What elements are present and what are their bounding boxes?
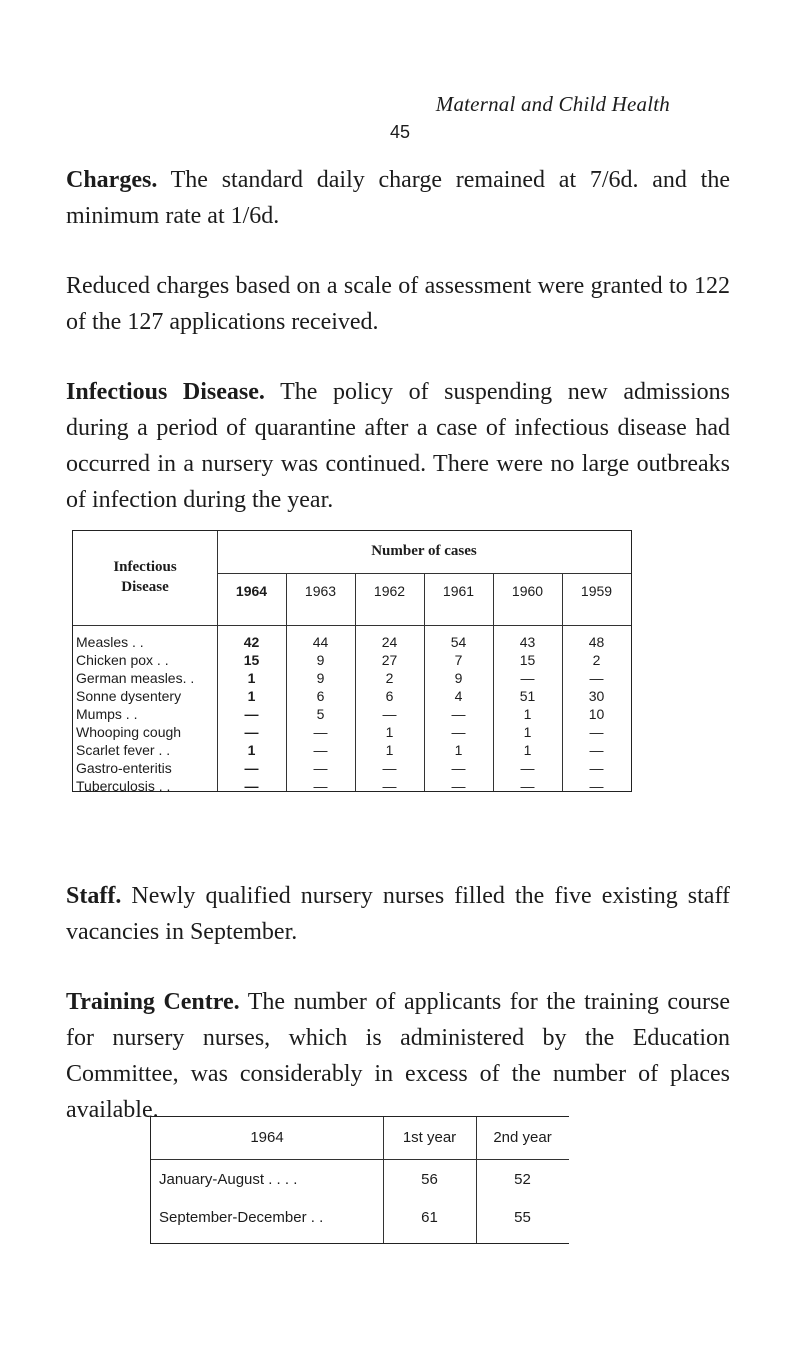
paragraph-charges	[66, 162, 730, 234]
year-header-1959: 1959	[580, 583, 613, 599]
paragraph-training-centre	[66, 984, 730, 1128]
period-label: September-December . .	[159, 1209, 324, 1226]
disease-name: Tuberculosis . .	[76, 778, 171, 794]
year-header-1962: 1962	[373, 583, 406, 599]
case-count: —	[589, 742, 604, 758]
disease-column-header	[73, 557, 217, 597]
text-staff: Newly qualified nursery nurses filled the five existing staff vacancies in September.	[66, 883, 730, 945]
table-row	[73, 669, 631, 687]
first-year-count: 61	[421, 1209, 438, 1226]
text-charges: The standard daily charge remained at 7/6d. and the minimum rate at 1/6d.	[66, 167, 730, 229]
case-count: 1	[385, 742, 394, 758]
case-count: 6	[316, 688, 325, 704]
case-count: 30	[588, 688, 605, 704]
table-row	[73, 759, 631, 777]
second-year-count: 55	[514, 1209, 531, 1226]
case-count: 1	[523, 742, 532, 758]
case-count: 1	[247, 688, 256, 704]
case-count: —	[451, 706, 466, 722]
case-count: 9	[454, 670, 463, 686]
table-row	[73, 705, 631, 723]
table-row	[73, 741, 631, 759]
disease-table	[72, 530, 632, 792]
case-count: 1	[247, 670, 256, 686]
disease-name: Gastro-enteritis	[76, 760, 172, 776]
case-count: 54	[450, 634, 467, 650]
case-count: 1	[385, 724, 394, 740]
training-table	[150, 1116, 569, 1244]
case-count: 10	[588, 706, 605, 722]
disease-name: Sonne dysentery	[76, 688, 182, 704]
case-count: —	[382, 778, 397, 794]
page-number: 45	[389, 122, 411, 142]
year-header-1964: 1964	[235, 583, 268, 599]
case-count: 24	[381, 634, 398, 650]
heading-training-centre: Training Centre.	[66, 989, 240, 1015]
table-row	[73, 633, 631, 651]
case-count: —	[589, 724, 604, 740]
case-count: 2	[592, 652, 601, 668]
disease-name: Chicken pox . .	[76, 652, 169, 668]
case-count: —	[244, 706, 259, 722]
header-rule	[151, 1159, 569, 1160]
table-row	[73, 651, 631, 669]
case-count: —	[451, 724, 466, 740]
case-count: 1	[247, 742, 256, 758]
case-count: 4	[454, 688, 463, 704]
case-count: —	[313, 742, 328, 758]
case-count: 7	[454, 652, 463, 668]
disease-name: German measles. .	[76, 670, 195, 686]
case-count: 44	[312, 634, 329, 650]
case-count: 48	[588, 634, 605, 650]
text-reduced-charges: Reduced charges based on a scale of assessment were granted to 122 of the 127 applications received.	[66, 273, 730, 335]
disease-header-line1: Infectious	[113, 559, 177, 575]
header-rule	[73, 625, 631, 626]
heading-staff: Staff.	[66, 883, 122, 909]
text-infectious-disease: The policy of suspending new admissions during a period of quarantine after a case of infectious disease had occurred in a nursery was continued. There were no large outbreaks of infection during the year.	[66, 379, 730, 513]
case-count: 2	[385, 670, 394, 686]
case-count: —	[451, 760, 466, 776]
disease-name: Scarlet fever . .	[76, 742, 171, 758]
case-count: —	[520, 778, 535, 794]
training-year-header: 1964	[250, 1129, 284, 1146]
case-count: —	[589, 670, 604, 686]
year-header-1961: 1961	[442, 583, 475, 599]
case-count: —	[382, 706, 397, 722]
number-of-cases-header: Number of cases	[371, 543, 477, 559]
case-count: 5	[316, 706, 325, 722]
case-count: 15	[243, 652, 260, 668]
case-count: —	[589, 778, 604, 794]
paragraph-staff	[66, 878, 730, 950]
table-row	[73, 777, 631, 795]
case-count: —	[382, 760, 397, 776]
first-year-header: 1st year	[402, 1129, 457, 1146]
paragraph-infectious-disease	[66, 374, 730, 518]
case-count: —	[520, 760, 535, 776]
disease-name: Mumps . .	[76, 706, 138, 722]
year-header-1960: 1960	[511, 583, 544, 599]
case-count: —	[313, 760, 328, 776]
case-count: 1	[523, 706, 532, 722]
second-year-count: 52	[514, 1171, 531, 1188]
table-row	[73, 723, 631, 741]
case-count: —	[313, 724, 328, 740]
disease-name: Whooping cough	[76, 724, 182, 740]
text-training-centre: The number of applicants for the training course for nursery nurses, which is administered by the Education Committee, was considerably in excess of the number of places available.	[66, 989, 730, 1123]
case-count: 42	[243, 634, 260, 650]
case-count: 15	[519, 652, 536, 668]
case-count: —	[520, 670, 535, 686]
case-count: 9	[316, 652, 325, 668]
disease-header-line2: Disease	[121, 579, 169, 595]
paragraph-reduced-charges	[66, 268, 730, 340]
disease-name: Measles . .	[76, 634, 144, 650]
case-count: —	[244, 760, 259, 776]
year-header-1963: 1963	[304, 583, 337, 599]
heading-charges: Charges.	[66, 167, 158, 193]
second-year-header: 2nd year	[493, 1129, 552, 1146]
case-count: 1	[454, 742, 463, 758]
table-row	[73, 687, 631, 705]
case-count: 43	[519, 634, 536, 650]
case-count: 51	[519, 688, 536, 704]
period-label: January-August . . . .	[159, 1171, 298, 1188]
first-year-count: 56	[421, 1171, 438, 1188]
case-count: 9	[316, 670, 325, 686]
case-count: 1	[523, 724, 532, 740]
case-count: 6	[385, 688, 394, 704]
case-count: —	[244, 724, 259, 740]
heading-infectious-disease: Infectious Disease.	[66, 379, 265, 405]
case-count: 27	[381, 652, 398, 668]
case-count: —	[313, 778, 328, 794]
case-count: —	[589, 760, 604, 776]
running-title: Maternal and Child Health	[435, 92, 670, 116]
case-count: —	[244, 778, 259, 794]
case-count: —	[451, 778, 466, 794]
